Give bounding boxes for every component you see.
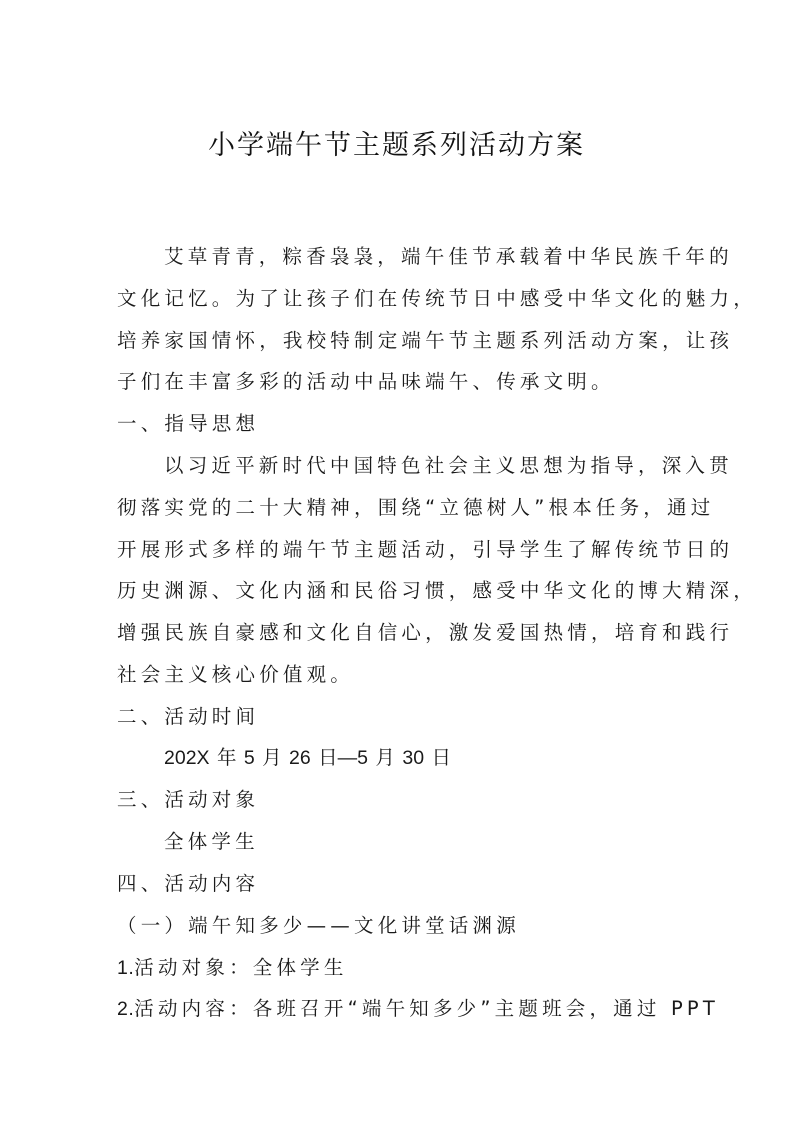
list-item: [117, 947, 677, 989]
section-heading-activity-target: 三、活动对象: [117, 788, 260, 812]
document-body: [117, 236, 757, 1030]
list-item-text: 活动内容：各班召开“端午知多少”主题班会，通过 PPT: [134, 997, 719, 1021]
paragraph-line: 彻落实党的二十大精神，围绕“立德树人”根本任务，通过: [117, 495, 715, 519]
subsection-heading: （一）端午知多少——文化讲堂话渊源: [117, 913, 520, 937]
list-item-number: 2.: [117, 998, 135, 1021]
paragraph-line: 文化记忆。为了让孩子们在传统节日中感受中华文化的魅力，: [117, 286, 757, 310]
paragraph-line: 培养家国情怀，我校特制定端午节主题系列活动方案，让孩: [117, 328, 734, 352]
section-heading-guiding-ideology: 一、指导思想: [117, 412, 260, 436]
section-heading-activity-time: 二、活动时间: [117, 704, 260, 728]
paragraph-line: 以习近平新时代中国特色社会主义思想为指导，深入贯: [164, 453, 733, 477]
intro-paragraph: [117, 236, 757, 403]
page-title: 小学端午节主题系列活动方案: [208, 130, 585, 161]
paragraph-line: 历史渊源、文化内涵和民俗习惯，感受中华文化的博大精深，: [117, 579, 757, 603]
activity-time-value: 202X 年 5 月 26 日—5 月 30 日: [164, 746, 451, 769]
guiding-ideology-paragraph: [117, 445, 757, 696]
list-item-number: 1.: [117, 956, 135, 979]
activity-target-value: 全体学生: [164, 830, 259, 854]
list-item-text: 活动对象：全体学生: [134, 955, 348, 979]
list-item: [117, 988, 719, 1030]
paragraph-line: 子们在丰富多彩的活动中品味端午、传承文明。: [117, 370, 615, 394]
paragraph-line: 开展形式多样的端午节主题活动，引导学生了解传统节日的: [117, 537, 734, 561]
paragraph-line: 增强民族自豪感和文化自信心，激发爱国热情，培育和践行: [117, 621, 734, 645]
paragraph-line: 艾草青青，粽香袅袅，端午佳节承载着中华民族千年的: [164, 245, 733, 268]
section-heading-activity-content: 四、活动内容: [117, 871, 260, 895]
paragraph-line: 社会主义核心价值观。: [117, 662, 355, 686]
